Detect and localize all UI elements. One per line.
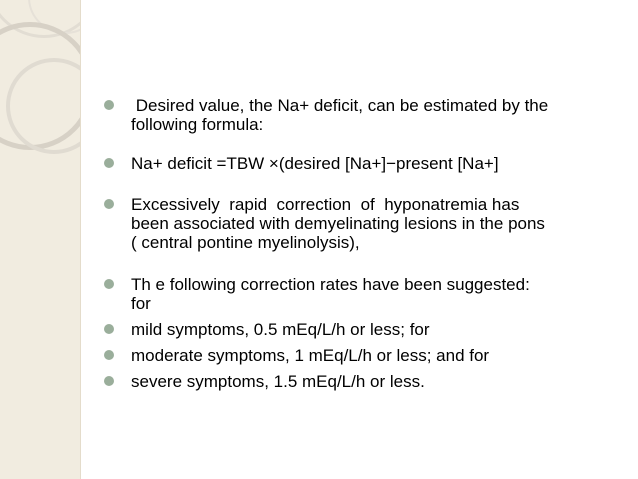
bullet-text: Th e following correction rates have been suggested: for xyxy=(131,275,530,313)
bullet-dot-icon xyxy=(104,158,114,168)
bullet-dot-icon xyxy=(104,100,114,110)
bullet-text: mild symptoms, 0.5 mEq/L/h or less; for xyxy=(131,320,430,339)
bullet-dot-icon xyxy=(104,324,114,334)
bullet-text: Na+ deficit =TBW ×(desired [Na+]−present [Na+] xyxy=(131,154,499,173)
bullet-item xyxy=(104,195,614,252)
slide-body xyxy=(104,96,614,391)
bullet-text: severe symptoms, 1.5 mEq/L/h or less. xyxy=(131,372,425,391)
bullet-dot-icon xyxy=(104,376,114,386)
bullet-item xyxy=(104,96,614,134)
bullet-dot-icon xyxy=(104,199,114,209)
bullet-item xyxy=(104,346,614,365)
bullet-item xyxy=(104,275,614,313)
decorative-side-panel xyxy=(0,0,81,479)
bullet-text: moderate symptoms, 1 mEq/L/h or less; and for xyxy=(131,346,490,365)
bullet-item xyxy=(104,320,614,339)
bullet-item xyxy=(104,372,614,391)
bullet-text: Desired value, the Na+ deficit, can be estimated by the following formula: xyxy=(131,96,549,134)
bullet-dot-icon xyxy=(104,350,114,360)
bullet-dot-icon xyxy=(104,279,114,289)
bullet-item xyxy=(104,154,614,173)
bullet-text: Excessively rapid correction of hyponatremia has been associated with demyelinating lesions in the pons ( central pontine myelinolysis), xyxy=(131,195,545,252)
